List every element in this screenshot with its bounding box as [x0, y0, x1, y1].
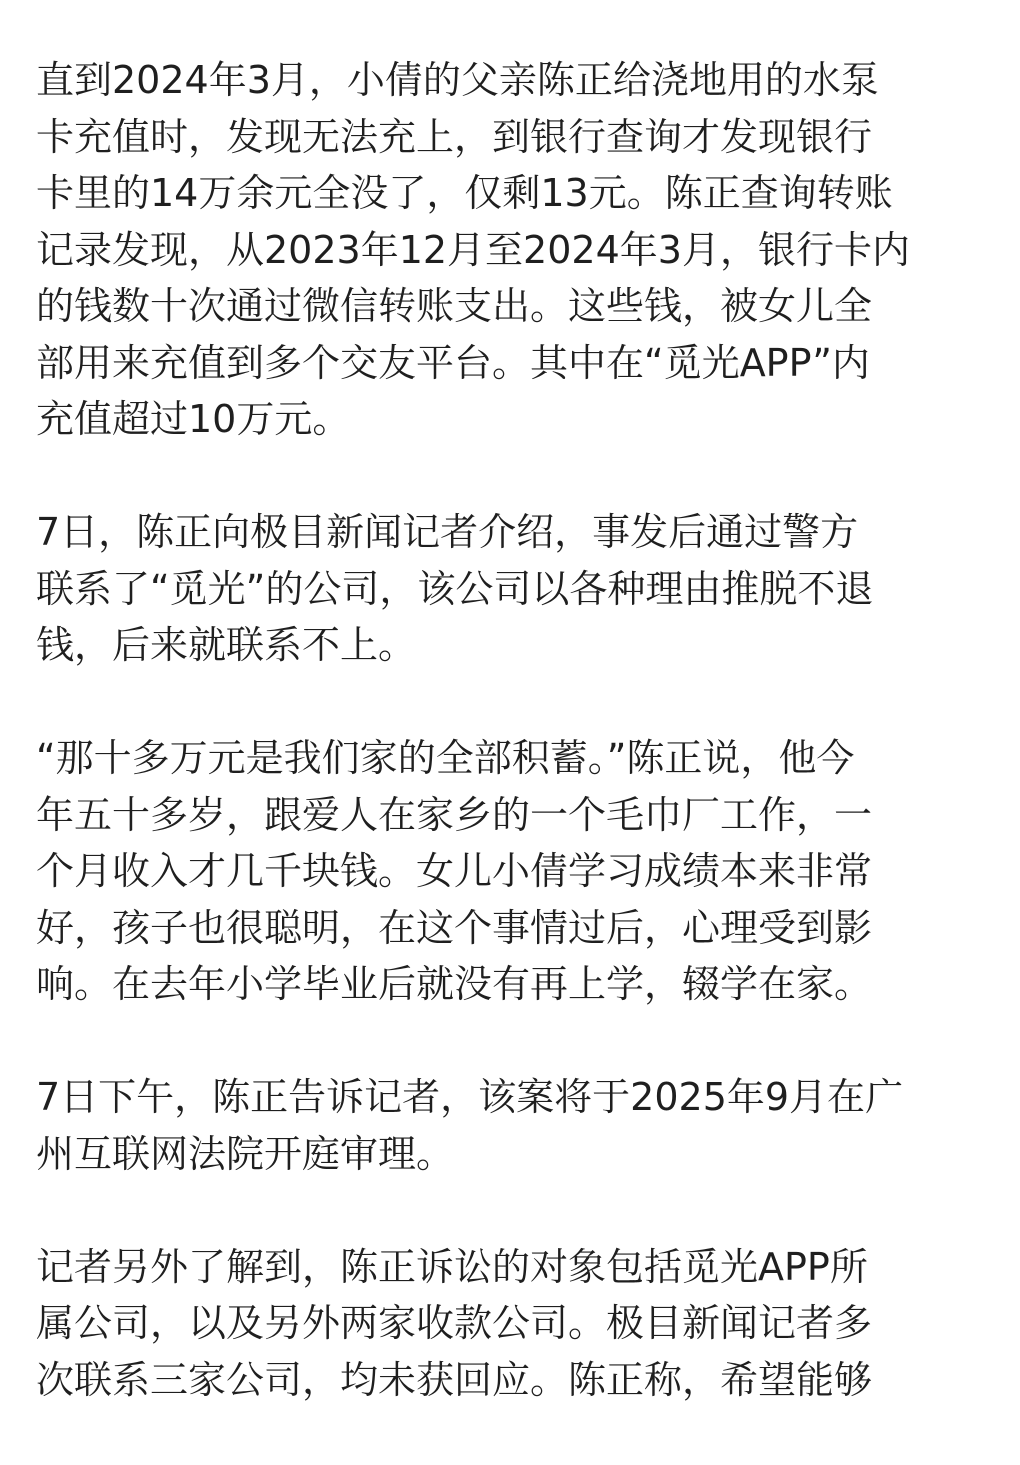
paragraph-4	[36, 1069, 984, 1182]
text-line: 钱，后来就联系不上。	[36, 623, 417, 667]
text-line: 记录发现，从2023年12月至2024年3月，银行卡内	[36, 227, 910, 272]
article-body	[36, 52, 984, 1465]
text-line: 好，孩子也很聪明，在这个事情过后，心理受到影	[36, 905, 873, 950]
text-line: 年五十多岁，跟爱人在家乡的一个毛巾厂工作，一	[36, 792, 873, 837]
paragraph-1	[36, 52, 984, 448]
text-line: “那十多万元是我们家的全部积蓄。”陈正说，他今	[36, 736, 855, 780]
text-line: 次联系三家公司，均未获回应。陈正称，希望能够	[36, 1357, 873, 1402]
paragraph-3	[36, 730, 984, 1013]
text-line: 卡里的14万余元全没了，仅剩13元。陈正查询转账	[36, 171, 893, 215]
text-line: 州互联网法院开庭审理。	[36, 1131, 455, 1176]
text-line: 7日下午，陈正告诉记者，该案将于2025年9月在广	[36, 1075, 904, 1119]
paragraph-5	[36, 1239, 984, 1409]
text-line: 联系了“觅光”的公司，该公司以各种理由推脱不退	[36, 566, 874, 611]
paragraph-2	[36, 504, 984, 674]
text-line: 7日，陈正向极目新闻记者介绍，事发后通过警方	[36, 510, 859, 554]
text-line: 记者另外了解到，陈正诉讼的对象包括觅光APP所	[36, 1244, 868, 1289]
text-line: 直到2024年3月，小倩的父亲陈正给浇地用的水泵	[36, 58, 879, 102]
text-line: 响。在去年小学毕业后就没有再上学，辍学在家。	[36, 962, 873, 1006]
text-line: 部用来充值到多个交友平台。其中在“觅光APP”内	[36, 340, 870, 385]
text-line: 卡充值时，发现无法充上，到银行查询才发现银行	[36, 114, 873, 159]
text-line: 的钱数十次通过微信转账支出。这些钱，被女儿全	[36, 284, 873, 328]
text-line: 充值超过10万元。	[36, 397, 351, 441]
text-line: 属公司，以及另外两家收款公司。极目新闻记者多	[36, 1301, 873, 1345]
text-line: 个月收入才几千块钱。女儿小倩学习成绩本来非常	[36, 849, 873, 893]
